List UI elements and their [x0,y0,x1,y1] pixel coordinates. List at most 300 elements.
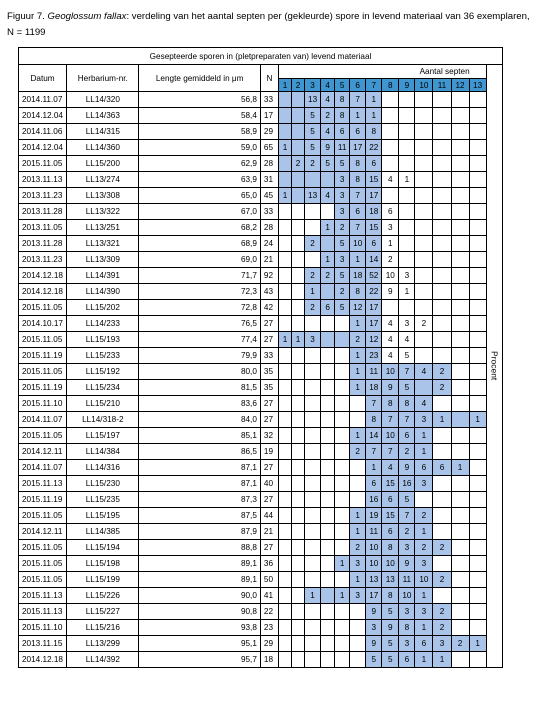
septen-number: 5 [335,79,350,92]
cell-septen-10 [415,380,433,396]
cell-lengte: 67,0 [139,204,260,220]
cell-septen-8 [382,108,399,124]
cell-septen-5 [335,348,350,364]
table-row [19,172,503,188]
cell-n: 17 [260,108,278,124]
cell-septen-5: 5 [335,236,350,252]
cell-lengte: 58,4 [139,108,260,124]
cell-septen-12 [451,140,469,156]
cell-septen-9 [399,204,415,220]
cell-n: 22 [260,604,278,620]
cell-septen-9 [399,156,415,172]
cell-septen-9 [399,188,415,204]
cell-datum: 2014.12.18 [19,652,67,668]
cell-septen-3: 13 [305,188,321,204]
cell-datum: 2013.11.05 [19,220,67,236]
cell-septen-10 [415,268,433,284]
septen-number: 3 [305,79,321,92]
cell-herbarium: LL13/274 [67,172,139,188]
cell-septen-4 [321,332,335,348]
col-datum: Datum [19,65,67,92]
cell-septen-12 [451,508,469,524]
cell-datum: 2013.11.13 [19,172,67,188]
cell-septen-1 [278,508,291,524]
cell-septen-13 [469,428,486,444]
cell-datum: 2015.11.19 [19,492,67,508]
cell-septen-3 [305,604,321,620]
col-herbarium: Herbarium-nr. [67,65,139,92]
cell-septen-7: 7 [366,396,382,412]
cell-septen-2 [292,364,305,380]
cell-lengte: 65,0 [139,188,260,204]
cell-septen-9: 7 [399,508,415,524]
cell-septen-7: 10 [366,540,382,556]
cell-septen-6: 1 [350,572,366,588]
cell-herbarium: LL15/235 [67,492,139,508]
cell-septen-12 [451,428,469,444]
cell-lengte: 79,9 [139,348,260,364]
col-septen: Aantal septen [278,65,486,79]
cell-septen-1 [278,204,291,220]
cell-datum: 2014.11.07 [19,412,67,428]
cell-septen-13 [469,380,486,396]
cell-septen-9: 6 [399,428,415,444]
cell-septen-7: 8 [366,124,382,140]
table-row [19,636,503,652]
cell-septen-4: 2 [321,108,335,124]
cell-septen-4 [321,412,335,428]
cell-septen-8: 5 [382,636,399,652]
cell-septen-2 [292,492,305,508]
cell-septen-11: 1 [433,652,451,668]
cell-septen-9 [399,236,415,252]
cell-septen-13 [469,268,486,284]
cell-septen-12 [451,620,469,636]
cell-septen-6: 1 [350,428,366,444]
cell-septen-12 [451,588,469,604]
cell-septen-8: 8 [382,588,399,604]
col-lengte: Lengte gemiddeld in μm [139,65,260,92]
cell-septen-6: 12 [350,300,366,316]
cell-septen-4 [321,508,335,524]
cell-septen-7: 1 [366,460,382,476]
cell-septen-13 [469,204,486,220]
cell-lengte: 80,0 [139,364,260,380]
cell-septen-10: 3 [415,604,433,620]
cell-septen-10 [415,220,433,236]
cell-septen-9: 4 [399,332,415,348]
septen-number: 11 [433,79,451,92]
cell-septen-12 [451,268,469,284]
cell-septen-13: 1 [469,412,486,428]
cell-septen-12 [451,652,469,668]
cell-herbarium: LL15/197 [67,428,139,444]
cell-septen-8: 4 [382,332,399,348]
septen-number: 8 [382,79,399,92]
cell-n: 27 [260,460,278,476]
col-n: N [260,65,278,92]
cell-septen-5 [335,332,350,348]
cell-septen-6: 1 [350,524,366,540]
cell-septen-9 [399,252,415,268]
cell-septen-9 [399,124,415,140]
cell-septen-7: 6 [366,476,382,492]
caption-text: : verdeling van het aantal septen per (gekleurde) spore in levend materiaal van 36 exemplaren, N = 1199 [7,11,530,38]
table-row [19,316,503,332]
cell-septen-10: 10 [415,572,433,588]
cell-septen-5: 6 [335,124,350,140]
cell-septen-5: 3 [335,252,350,268]
septen-number: 9 [399,79,415,92]
cell-septen-5 [335,412,350,428]
cell-n: 45 [260,188,278,204]
cell-lengte: 63,9 [139,172,260,188]
cell-septen-4 [321,588,335,604]
cell-n: 35 [260,380,278,396]
cell-n: 19 [260,444,278,460]
table-row [19,284,503,300]
cell-septen-7: 11 [366,524,382,540]
cell-septen-10: 1 [415,620,433,636]
cell-herbarium: LL15/226 [67,588,139,604]
cell-datum: 2015.11.05 [19,156,67,172]
cell-n: 29 [260,636,278,652]
cell-septen-11: 2 [433,380,451,396]
cell-septen-11 [433,396,451,412]
cell-n: 24 [260,236,278,252]
cell-septen-6: 1 [350,508,366,524]
col-procent: Procent [486,65,502,668]
cell-septen-4 [321,348,335,364]
cell-septen-8: 3 [382,220,399,236]
cell-lengte: 83,6 [139,396,260,412]
cell-septen-12 [451,332,469,348]
cell-septen-13 [469,492,486,508]
cell-septen-5 [335,508,350,524]
cell-datum: 2014.11.07 [19,460,67,476]
cell-herbarium: LL15/200 [67,156,139,172]
cell-septen-3 [305,460,321,476]
cell-septen-5 [335,316,350,332]
cell-septen-4: 2 [321,268,335,284]
cell-septen-9: 2 [399,444,415,460]
cell-septen-9 [399,220,415,236]
septen-number: 1 [278,79,291,92]
cell-septen-8: 4 [382,348,399,364]
cell-septen-1 [278,92,291,108]
cell-septen-8 [382,156,399,172]
cell-septen-8: 4 [382,172,399,188]
cell-septen-7: 8 [366,412,382,428]
cell-herbarium: LL14/384 [67,444,139,460]
cell-septen-3 [305,428,321,444]
cell-herbarium: LL13/309 [67,252,139,268]
table-row [19,380,503,396]
cell-septen-8: 8 [382,540,399,556]
cell-septen-2 [292,108,305,124]
cell-septen-9 [399,92,415,108]
cell-septen-2 [292,236,305,252]
cell-septen-3: 2 [305,268,321,284]
cell-n: 27 [260,332,278,348]
cell-septen-10 [415,92,433,108]
cell-septen-3: 2 [305,236,321,252]
table-row [19,92,503,108]
cell-septen-2 [292,92,305,108]
cell-septen-11 [433,284,451,300]
cell-septen-11 [433,316,451,332]
cell-herbarium: LL14/320 [67,92,139,108]
cell-septen-9: 5 [399,380,415,396]
cell-septen-11: 1 [433,412,451,428]
cell-septen-3 [305,540,321,556]
cell-septen-7: 23 [366,348,382,364]
cell-lengte: 59,0 [139,140,260,156]
cell-septen-1 [278,444,291,460]
cell-datum: 2014.12.04 [19,140,67,156]
cell-septen-8: 9 [382,284,399,300]
cell-septen-8: 15 [382,476,399,492]
cell-septen-5 [335,396,350,412]
cell-septen-1 [278,572,291,588]
cell-septen-12 [451,124,469,140]
cell-septen-8: 7 [382,412,399,428]
cell-septen-10 [415,108,433,124]
caption-species: Geoglossum fallax [47,11,127,22]
cell-septen-13 [469,476,486,492]
cell-septen-3: 13 [305,92,321,108]
cell-septen-1 [278,236,291,252]
cell-herbarium: LL13/308 [67,188,139,204]
table-row [19,444,503,460]
caption-prefix: Figuur 7. [7,11,48,22]
cell-septen-4 [321,316,335,332]
cell-septen-8: 8 [382,396,399,412]
cell-n: 92 [260,268,278,284]
cell-septen-5 [335,572,350,588]
cell-lengte: 68,2 [139,220,260,236]
cell-herbarium: LL15/227 [67,604,139,620]
cell-septen-7: 17 [366,300,382,316]
cell-herbarium: LL15/199 [67,572,139,588]
cell-septen-6: 3 [350,556,366,572]
cell-septen-2 [292,268,305,284]
table-row [19,508,503,524]
cell-septen-13 [469,172,486,188]
cell-septen-13 [469,460,486,476]
cell-datum: 2013.11.23 [19,188,67,204]
cell-lengte: 86,5 [139,444,260,460]
cell-septen-10 [415,492,433,508]
cell-lengte: 81,5 [139,380,260,396]
cell-septen-6 [350,460,366,476]
cell-septen-13 [469,364,486,380]
cell-septen-1 [278,316,291,332]
cell-septen-13 [469,188,486,204]
cell-datum: 2015.11.05 [19,508,67,524]
cell-septen-5: 3 [335,188,350,204]
cell-herbarium: LL14/360 [67,140,139,156]
cell-septen-12 [451,188,469,204]
cell-septen-3 [305,444,321,460]
cell-septen-9: 16 [399,476,415,492]
cell-septen-3 [305,396,321,412]
table-row [19,588,503,604]
cell-septen-11 [433,236,451,252]
cell-septen-10: 1 [415,524,433,540]
cell-septen-4: 1 [321,252,335,268]
cell-septen-2 [292,444,305,460]
cell-septen-5: 1 [335,588,350,604]
cell-septen-13 [469,652,486,668]
cell-septen-8: 10 [382,268,399,284]
cell-septen-13 [469,316,486,332]
cell-septen-1 [278,492,291,508]
cell-septen-5 [335,604,350,620]
cell-septen-3 [305,348,321,364]
cell-septen-1 [278,588,291,604]
cell-septen-2 [292,540,305,556]
cell-n: 44 [260,508,278,524]
cell-septen-3 [305,524,321,540]
cell-datum: 2015.11.13 [19,588,67,604]
cell-septen-8: 10 [382,556,399,572]
cell-septen-8 [382,92,399,108]
cell-septen-10 [415,172,433,188]
cell-septen-12 [451,300,469,316]
cell-septen-11: 2 [433,364,451,380]
cell-n: 42 [260,300,278,316]
cell-septen-11 [433,332,451,348]
cell-septen-10: 3 [415,412,433,428]
cell-datum: 2014.12.11 [19,444,67,460]
cell-septen-2 [292,220,305,236]
cell-lengte: 56,8 [139,92,260,108]
table-row [19,140,503,156]
cell-septen-6: 7 [350,220,366,236]
cell-septen-5 [335,428,350,444]
cell-septen-7: 15 [366,220,382,236]
cell-datum: 2014.11.07 [19,92,67,108]
cell-septen-2 [292,380,305,396]
cell-herbarium: LL15/195 [67,508,139,524]
cell-n: 27 [260,540,278,556]
cell-herbarium: LL15/194 [67,540,139,556]
cell-septen-2 [292,508,305,524]
cell-lengte: 89,1 [139,556,260,572]
cell-septen-11 [433,556,451,572]
cell-septen-3 [305,556,321,572]
cell-septen-11 [433,492,451,508]
cell-septen-9: 10 [399,588,415,604]
cell-septen-6: 7 [350,188,366,204]
cell-septen-6: 7 [350,92,366,108]
cell-septen-13 [469,396,486,412]
cell-herbarium: LL15/233 [67,348,139,364]
table-row [19,364,503,380]
cell-datum: 2015.11.05 [19,428,67,444]
cell-datum: 2014.11.06 [19,124,67,140]
cell-septen-1: 1 [278,188,291,204]
cell-septen-1 [278,156,291,172]
cell-septen-7: 1 [366,108,382,124]
cell-septen-12 [451,604,469,620]
cell-septen-3 [305,508,321,524]
cell-septen-5 [335,620,350,636]
cell-septen-6: 8 [350,172,366,188]
cell-septen-4 [321,620,335,636]
cell-datum: 2013.11.23 [19,252,67,268]
cell-septen-9: 2 [399,524,415,540]
cell-septen-6: 1 [350,348,366,364]
cell-herbarium: LL14/392 [67,652,139,668]
cell-septen-2 [292,172,305,188]
cell-septen-2 [292,204,305,220]
cell-septen-3 [305,572,321,588]
table-row [19,108,503,124]
cell-septen-6 [350,476,366,492]
cell-septen-2 [292,556,305,572]
cell-septen-11: 2 [433,540,451,556]
cell-septen-4 [321,556,335,572]
cell-septen-5: 3 [335,172,350,188]
cell-septen-6: 17 [350,140,366,156]
cell-septen-8: 1 [382,236,399,252]
cell-septen-4: 4 [321,124,335,140]
cell-septen-12 [451,108,469,124]
table-row [19,332,503,348]
cell-septen-11 [433,204,451,220]
cell-septen-11 [433,588,451,604]
cell-lengte: 90,8 [139,604,260,620]
cell-septen-7: 9 [366,604,382,620]
cell-septen-9: 1 [399,284,415,300]
cell-septen-4: 5 [321,156,335,172]
table-row [19,124,503,140]
cell-septen-1 [278,124,291,140]
cell-datum: 2015.11.13 [19,604,67,620]
cell-septen-6: 1 [350,108,366,124]
cell-septen-2 [292,620,305,636]
cell-septen-4 [321,636,335,652]
cell-lengte: 76,5 [139,316,260,332]
cell-septen-1 [278,540,291,556]
cell-septen-6 [350,396,366,412]
cell-septen-5: 5 [335,268,350,284]
cell-septen-10 [415,348,433,364]
cell-datum: 2014.10.17 [19,316,67,332]
cell-septen-7: 3 [366,620,382,636]
cell-septen-6 [350,652,366,668]
cell-septen-10 [415,204,433,220]
septen-number: 7 [366,79,382,92]
cell-septen-12 [451,252,469,268]
cell-datum: 2015.11.05 [19,300,67,316]
cell-lengte: 89,1 [139,572,260,588]
table-row [19,492,503,508]
cell-septen-1 [278,380,291,396]
cell-datum: 2013.11.15 [19,636,67,652]
cell-septen-11 [433,252,451,268]
cell-septen-11 [433,268,451,284]
cell-n: 40 [260,476,278,492]
cell-datum: 2015.11.19 [19,348,67,364]
cell-septen-9: 8 [399,396,415,412]
cell-herbarium: LL13/299 [67,636,139,652]
cell-lengte: 95,7 [139,652,260,668]
cell-n: 65 [260,140,278,156]
cell-septen-5 [335,524,350,540]
